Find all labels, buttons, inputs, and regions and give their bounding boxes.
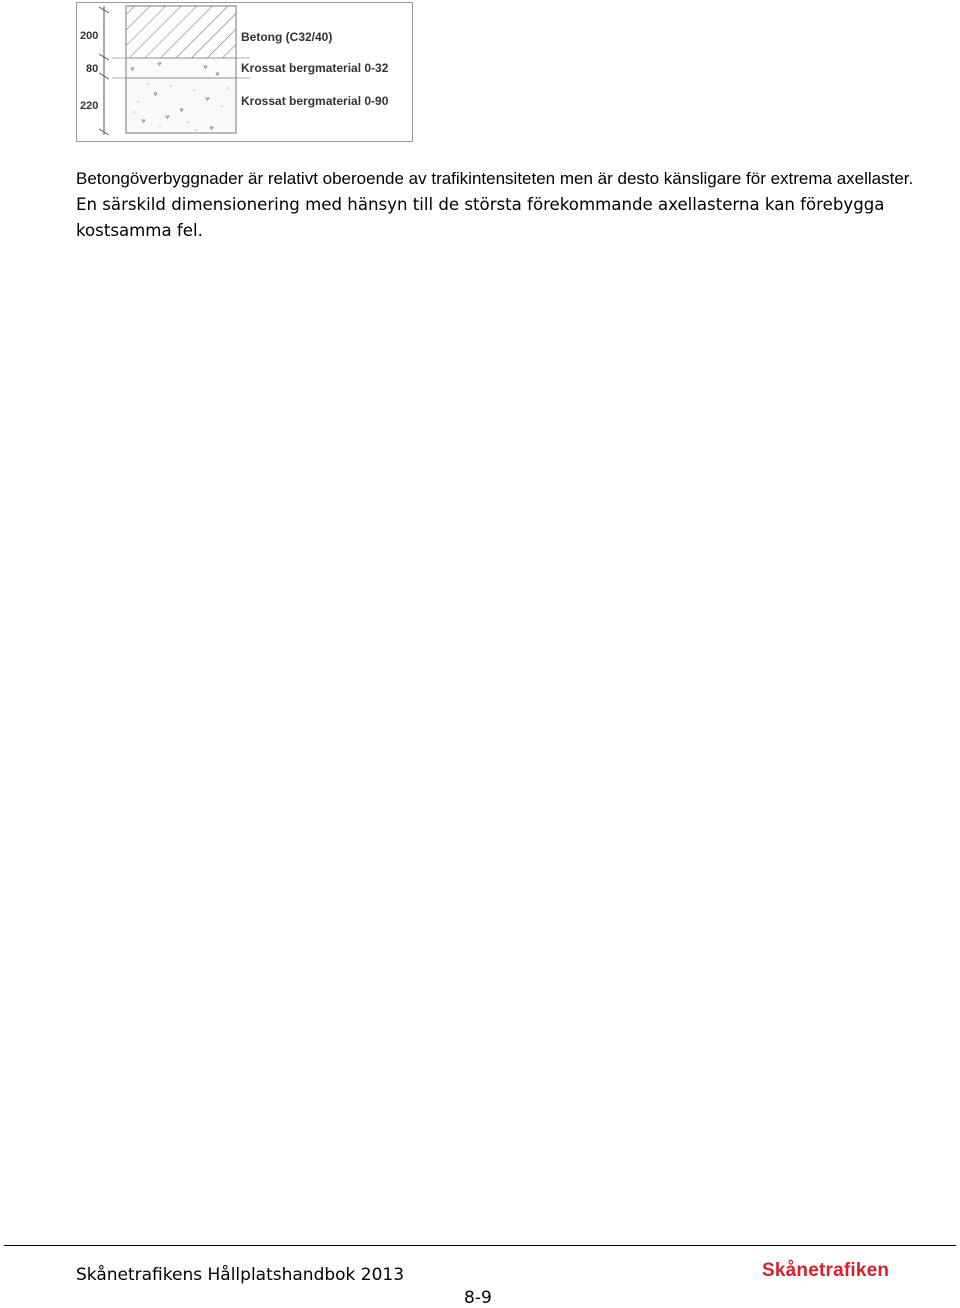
dimension-label-concrete: 200 <box>80 30 99 42</box>
body-paragraph <box>76 166 916 244</box>
concrete-layer <box>126 6 236 58</box>
subbase-layer <box>126 78 236 133</box>
base-layer <box>126 58 236 78</box>
page-number: 8-9 <box>464 1288 492 1308</box>
layer-label-base: Krossat bergmaterial 0-32 <box>241 61 389 75</box>
pavement-cross-section-drawing <box>76 2 414 142</box>
layer-label-subbase: Krossat bergmaterial 0-90 <box>241 94 389 108</box>
body-sentence-1: Betongöverbyggnader är relativt oberoende av trafikintensiteten men är desto känsligare för extrema axellaster. <box>76 169 914 188</box>
pavement-cross-section-figure <box>76 2 414 142</box>
skanetrafiken-logo: Skånetrafiken <box>762 1260 890 1281</box>
dimension-label-subbase: 220 <box>80 100 99 112</box>
body-sentence-2: En särskild dimensionering med hänsyn till de största förekommande axellasterna kan förebygga kostsamma fel. <box>76 195 885 240</box>
footer-title: Skånetrafikens Hållplatshandbok 2013 <box>76 1265 405 1285</box>
dimension-label-base: 80 <box>86 63 99 75</box>
footer-divider <box>4 1245 956 1246</box>
layer-label-concrete: Betong (C32/40) <box>241 30 333 44</box>
